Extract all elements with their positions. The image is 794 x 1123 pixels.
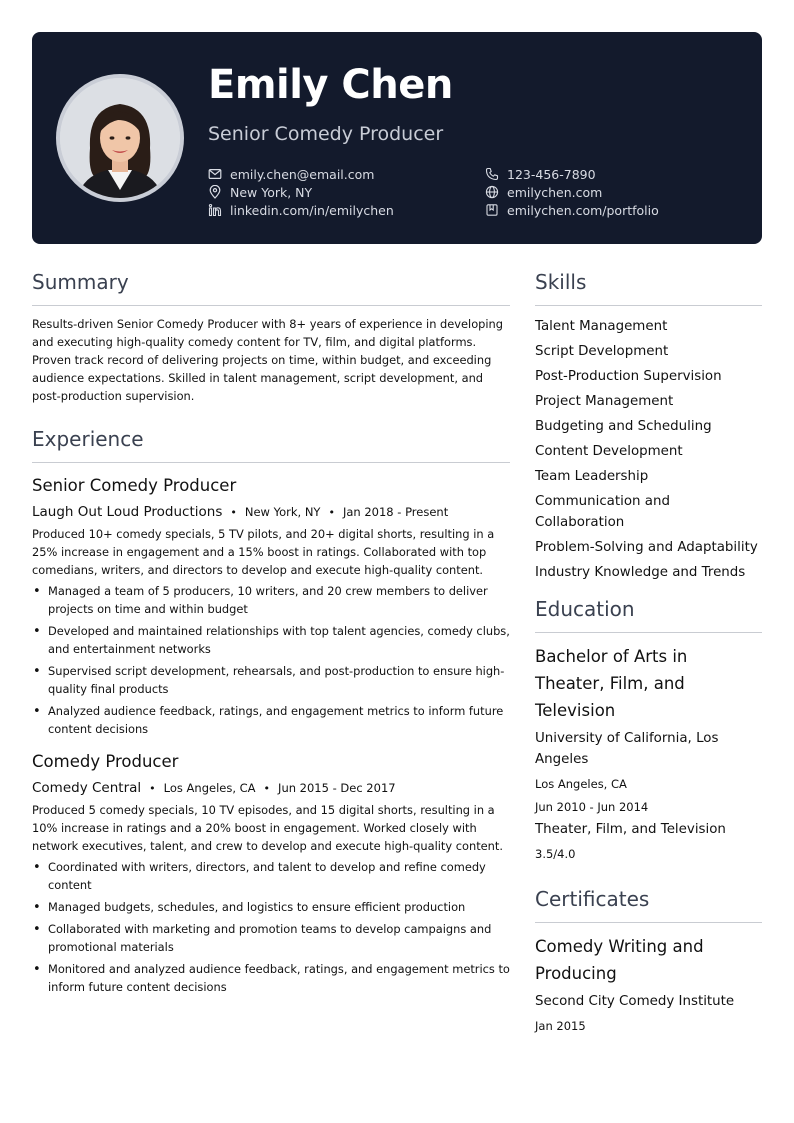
list-item: • Coordinated with writers, directors, and talent to develop and refine comedy content xyxy=(32,858,510,894)
map-pin-icon xyxy=(208,185,222,199)
skill-item: Content Development xyxy=(535,444,683,459)
job-description: Produced 10+ comedy specials, 5 TV pilots, and 20+ digital shorts, resulting in a 25% increase in engagement and a 15% boost in ratings. Collaborated with top comedians, writers, and directors to develop and execute high-quality content. xyxy=(32,527,495,577)
side-column xyxy=(535,270,762,1035)
education-gpa: 3.5/4.0 xyxy=(535,847,576,861)
separator-dot: • xyxy=(263,782,271,795)
candidate-role: Senior Comedy Producer xyxy=(208,123,444,145)
job-location: New York, NY xyxy=(244,505,321,519)
education-location: Los Angeles, CA xyxy=(535,777,627,791)
contact-location xyxy=(208,184,312,200)
list-item: • Supervised script development, rehearsals, and post-production to ensure high-quality final products xyxy=(32,662,510,698)
mail-icon xyxy=(208,167,222,181)
skill-item: Project Management xyxy=(535,394,674,409)
job-title: Comedy Producer xyxy=(32,752,179,771)
job-location: Los Angeles, CA xyxy=(163,781,256,795)
separator-dot: • xyxy=(230,506,237,519)
globe-icon xyxy=(485,185,499,199)
list-item: • Collaborated with marketing and promotion teams to develop campaigns and promotional materials xyxy=(32,920,510,956)
skill-item: Industry Knowledge and Trends xyxy=(535,565,746,580)
skill-item: Post-Production Supervision xyxy=(535,369,722,384)
job-company: Laugh Out Loud Productions xyxy=(32,504,223,520)
skill-item: Communication and Collaboration xyxy=(535,494,670,530)
job-meta xyxy=(32,780,510,796)
job-dates: Jun 2015 - Dec 2017 xyxy=(278,781,396,795)
skills-section xyxy=(535,270,762,583)
skill-item: Talent Management xyxy=(535,319,668,334)
job-entry xyxy=(32,476,510,738)
contact-location-text: New York, NY xyxy=(230,184,313,200)
contact-phone[interactable] xyxy=(485,166,596,182)
certificates-heading: Certificates xyxy=(535,887,762,923)
contact-linkedin-text: linkedin.com/in/emilychen xyxy=(230,202,394,218)
job-bullets xyxy=(32,582,510,738)
skills-heading: Skills xyxy=(535,270,762,306)
contact-linkedin[interactable] xyxy=(208,202,394,218)
summary-text: Results-driven Senior Comedy Producer with 8+ years of experience in developing and executing high-quality comedy content for TV, film, and digital platforms. Proven track record of delivering projects on time, within budget, and exceeding audience expectations. Skilled in talent management, script development, and post-production supervision. xyxy=(32,317,504,403)
linkedin-icon xyxy=(208,203,222,217)
skill-item: Problem-Solving and Adaptability xyxy=(535,540,758,555)
bookmark-icon xyxy=(485,203,499,217)
separator-dot: • xyxy=(328,506,335,519)
job-company: Comedy Central xyxy=(32,780,142,796)
list-item: • Monitored and analyzed audience feedback, ratings, and engagement metrics to inform future content decisions xyxy=(32,960,510,996)
contact-portfolio-text: emilychen.com/portfolio xyxy=(507,202,659,218)
education-heading: Education xyxy=(535,597,762,633)
skill-item: Team Leadership xyxy=(535,469,649,484)
summary-section xyxy=(32,270,510,405)
contact-website-text: emilychen.com xyxy=(507,184,603,200)
certificates-section xyxy=(535,887,762,1035)
summary-heading: Summary xyxy=(32,270,510,306)
contact-website[interactable] xyxy=(485,184,602,200)
experience-section xyxy=(32,427,510,996)
contact-email[interactable] xyxy=(208,166,374,182)
contact-portfolio[interactable] xyxy=(485,202,659,218)
candidate-name: Emily Chen xyxy=(208,62,453,108)
certificate-issuer: Second City Comedy Institute xyxy=(535,994,735,1009)
job-description: Produced 5 comedy specials, 10 TV episodes, and 15 digital shorts, resulting in a 10% increase in ratings and a 20% boost in engagement. Worked closely with network executives, talent, and crew to develop and execute high-quality content. xyxy=(32,803,503,853)
job-meta xyxy=(32,504,510,520)
avatar xyxy=(56,74,184,202)
skills-list xyxy=(535,316,762,583)
experience-heading: Experience xyxy=(32,427,510,463)
list-item: • Managed budgets, schedules, and logistics to ensure efficient production xyxy=(32,898,510,916)
certificate-date: Jan 2015 xyxy=(535,1019,586,1033)
education-school: University of California, Los Angeles xyxy=(535,731,719,767)
education-dates: Jun 2010 - Jun 2014 xyxy=(535,800,649,814)
education-field: Theater, Film, and Television xyxy=(535,822,726,837)
certificate-name: Comedy Writing and Producing xyxy=(535,937,704,983)
skill-item: Script Development xyxy=(535,344,669,359)
job-entry xyxy=(32,752,510,996)
separator-dot: • xyxy=(149,782,156,795)
education-degree: Bachelor of Arts in Theater, Film, and Television xyxy=(535,647,688,720)
list-item: • Developed and maintained relationships with top talent agencies, comedy clubs, and entertainment networks xyxy=(32,622,510,658)
profile-photo xyxy=(60,78,180,198)
phone-icon xyxy=(485,167,499,181)
header-banner xyxy=(32,32,762,244)
job-title: Senior Comedy Producer xyxy=(32,476,237,495)
job-dates: Jan 2018 - Present xyxy=(342,505,449,519)
main-column xyxy=(32,270,510,1000)
list-item: • Analyzed audience feedback, ratings, and engagement metrics to inform future content decisions xyxy=(32,702,510,738)
contact-email-text: emily.chen@email.com xyxy=(230,166,375,182)
education-section xyxy=(535,597,762,863)
list-item: • Managed a team of 5 producers, 10 writers, and 20 crew members to deliver projects on time and within budget xyxy=(32,582,510,618)
contact-phone-text: 123-456-7890 xyxy=(507,166,596,182)
skill-item: Budgeting and Scheduling xyxy=(535,419,712,434)
job-bullets xyxy=(32,858,510,996)
